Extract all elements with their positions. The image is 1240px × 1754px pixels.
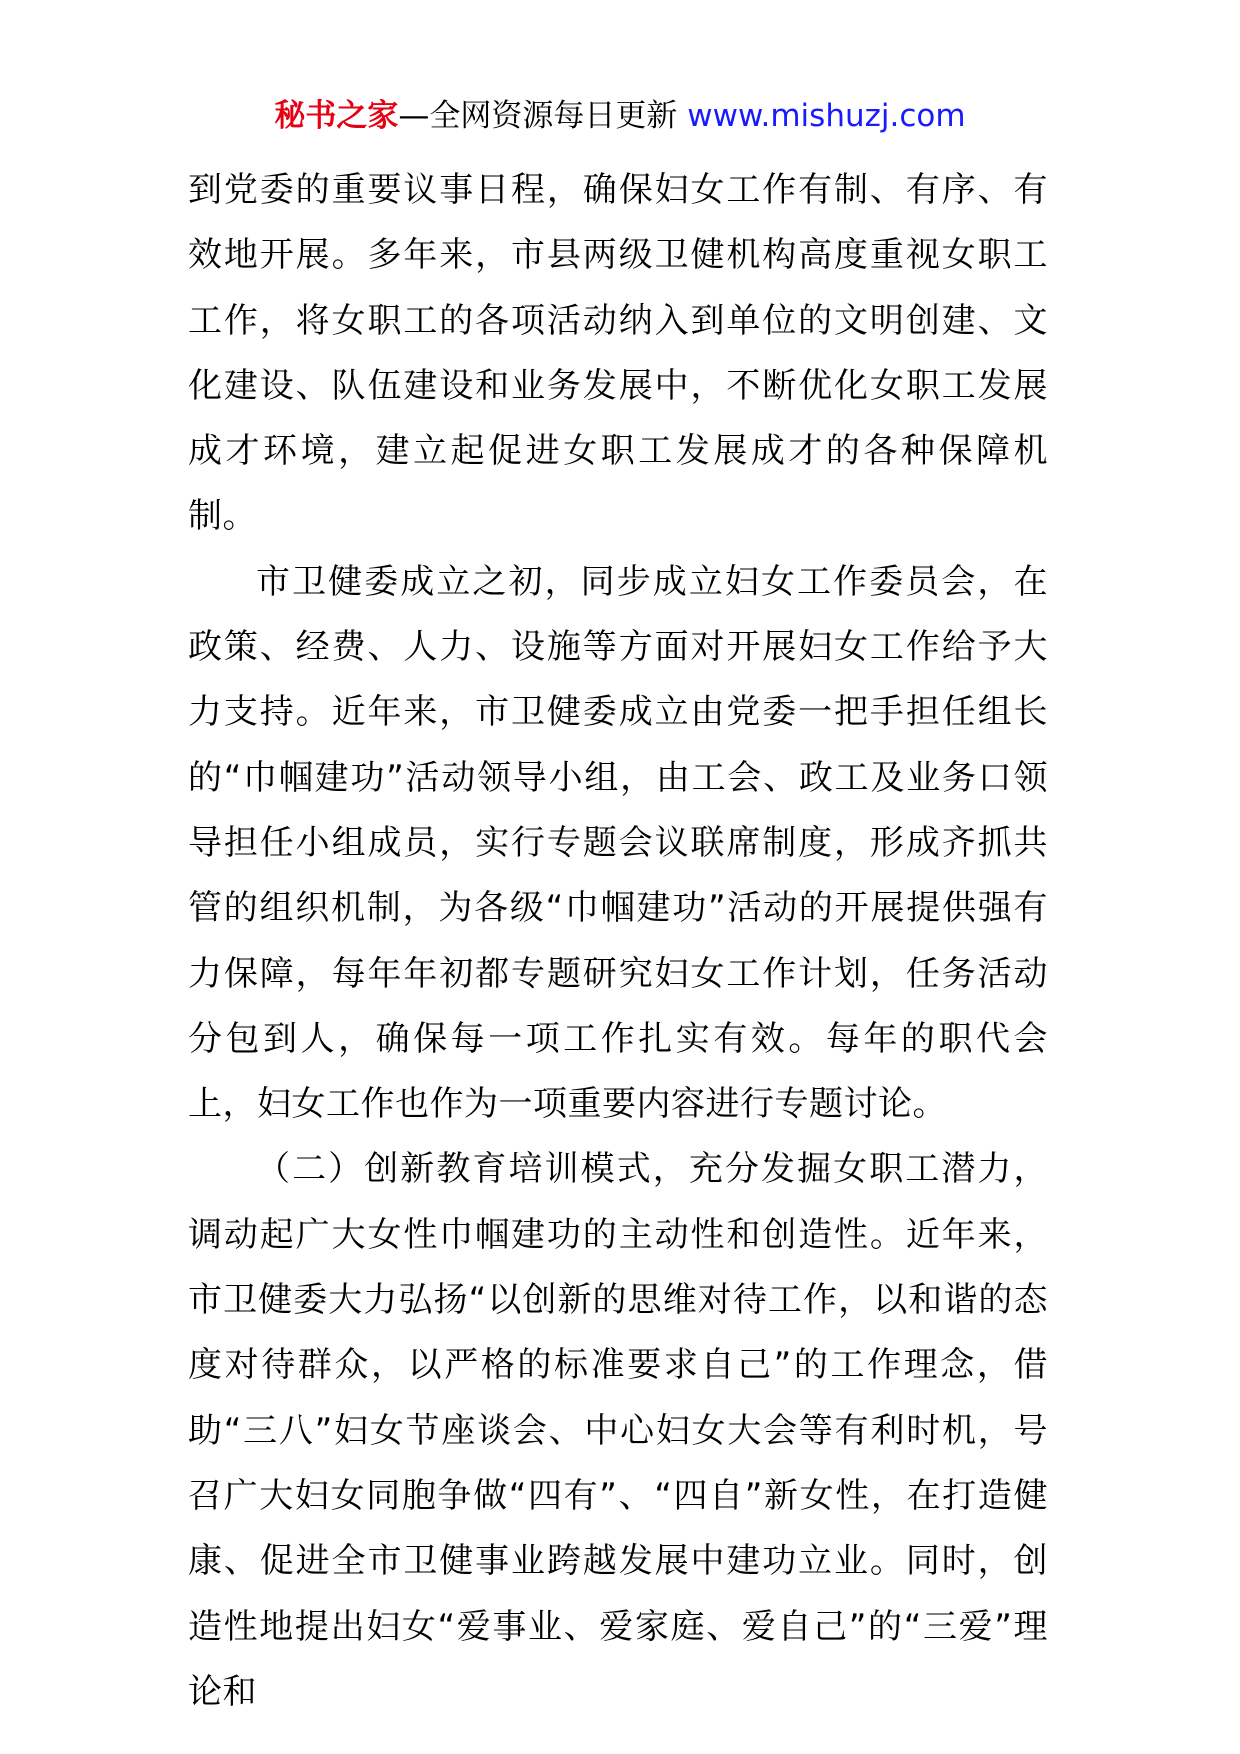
- site-url-link[interactable]: www.mishuzj.com: [687, 98, 966, 134]
- site-header: [0, 96, 1240, 136]
- paragraph-continuation: 到党委的重要议事日程，确保妇女工作有制、有序、有效地开展。多年来，市县两级卫健机构高度重视女职工工作，将女职工的各项活动纳入到单位的文明创建、文化建设、队伍建设和业务发展中，不断优化女职工发展成才环境，建立起促进女职工发展成才的各种保障机制。: [188, 170, 1048, 537]
- site-brand: 秘书之家: [274, 98, 399, 134]
- site-slogan: —全网资源每日更新: [398, 98, 678, 134]
- paragraph-committee: 市卫健委成立之初，同步成立妇女工作委员会，在政策、经费、人力、设施等方面对开展妇女工作给予大力支持。近年来，市卫健委成立由党委一把手担任组长的“巾帼建功”活动领导小组，由工会、政工及业务口领导担任小组成员，实行专题会议联席制度，形成齐抓共管的组织机制，为各级“巾帼建功”活动的开展提供强有力保障，每年年初都专题研究妇女工作计划，任务活动分包到人，确保每一项工作扎实有效。每年的职代会上，妇女工作也作为一项重要内容进行专题讨论。: [188, 561, 1048, 1125]
- paragraph-section-two: （二）创新教育培训模式，充分发掘女职工潜力，调动起广大女性巾帼建功的主动性和创造性。近年来，市卫健委大力弘扬“以创新的思维对待工作，以和谐的态度对待群众，以严格的标准要求自己”的工作理念，借助“三八”妇女节座谈会、中心妇女大会等有利时机，号召广大妇女同胞争做“四有”、“四自”新女性，在打造健康、促进全市卫健事业跨越发展中建功立业。同时，创造性地提出妇女“爱事业、爱家庭、爱自己”的“三爱”理论和: [188, 1149, 1048, 1712]
- document-body: [188, 158, 1048, 1725]
